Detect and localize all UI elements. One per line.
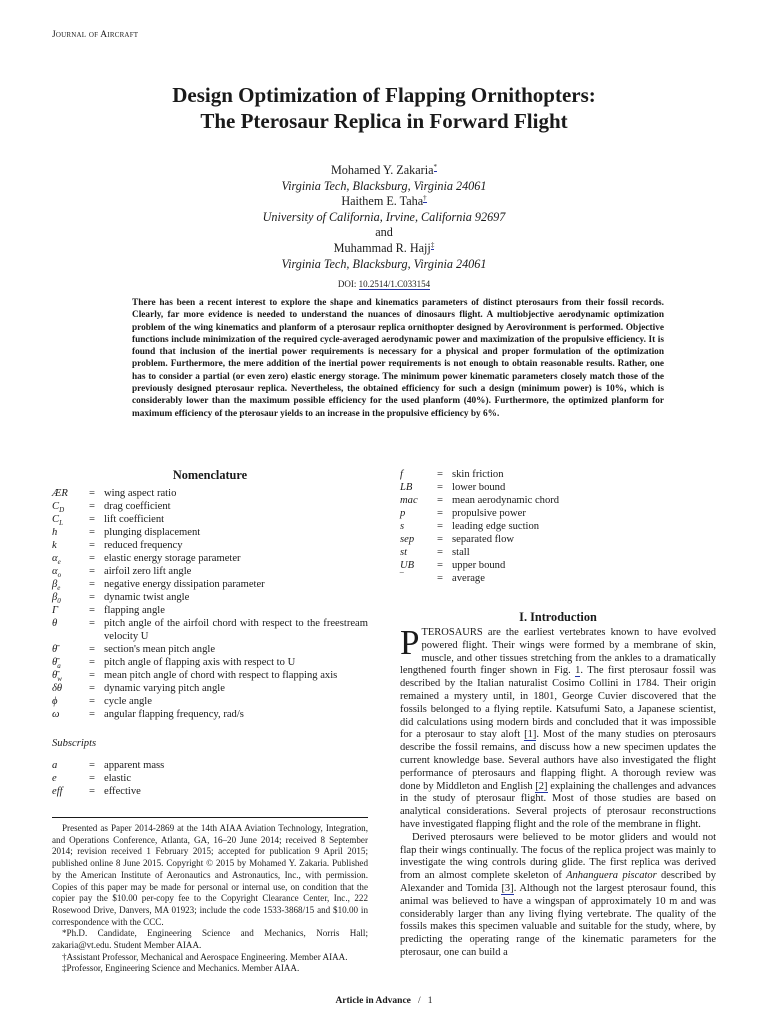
doi-line bbox=[0, 279, 768, 289]
nomenclature-description: drag coefficient bbox=[104, 501, 171, 512]
equals-sign: = bbox=[89, 527, 95, 538]
doi-link[interactable]: 10.2514/1.C033154 bbox=[358, 279, 431, 289]
author-1 bbox=[0, 163, 768, 179]
nomenclature-description: upper bound bbox=[452, 560, 506, 571]
nomenclature-row bbox=[52, 604, 368, 617]
equals-sign: = bbox=[89, 605, 95, 616]
equals-sign: = bbox=[89, 644, 95, 655]
equals-sign: = bbox=[437, 521, 443, 532]
nomenclature-symbol: $\beta_e$ bbox=[52, 579, 61, 593]
citation-link[interactable]: [3] bbox=[501, 882, 514, 894]
nomenclature-description: reduced frequency bbox=[104, 540, 183, 551]
equals-sign: = bbox=[89, 514, 95, 525]
nomenclature-symbol: Γ bbox=[52, 605, 59, 616]
nomenclature-description: wing aspect ratio bbox=[104, 488, 177, 499]
title-line-2: The Pterosaur Replica in Forward Flight bbox=[200, 109, 568, 133]
equals-sign: = bbox=[89, 488, 95, 499]
nomenclature-row bbox=[52, 772, 368, 785]
equals-sign: = bbox=[89, 696, 95, 707]
equals-sign: = bbox=[437, 469, 443, 480]
nomenclature-row bbox=[400, 533, 716, 546]
citation-link[interactable]: [1] bbox=[524, 729, 537, 741]
nomenclature-description: stall bbox=[452, 547, 470, 558]
nomenclature-row bbox=[400, 507, 716, 520]
nomenclature-row bbox=[52, 565, 368, 578]
equals-sign: = bbox=[437, 508, 443, 519]
nomenclature-symbol: h bbox=[52, 527, 58, 538]
nomenclature-description: elastic energy storage parameter bbox=[104, 553, 241, 564]
nomenclature-symbol: UB bbox=[400, 560, 415, 571]
affiliation-2: University of California, Irvine, California 92697 bbox=[262, 209, 506, 224]
nomenclature-row bbox=[400, 546, 716, 559]
nomenclature-row bbox=[400, 572, 716, 585]
equals-sign: = bbox=[89, 760, 95, 771]
page-number: 1 bbox=[427, 996, 433, 1006]
nomenclature-symbol: $\thetā_w$ bbox=[52, 670, 62, 684]
nomenclature-description: skin friction bbox=[452, 469, 504, 480]
equals-sign: = bbox=[437, 495, 443, 506]
nomenclature-symbol: $\alpha_e$ bbox=[52, 553, 61, 567]
nomenclature-row bbox=[52, 656, 368, 669]
nomenclature-row bbox=[400, 468, 716, 481]
nomenclature-row bbox=[52, 552, 368, 565]
intro-paragraph-2: Derived pterosaurs were believed to be motor gliders and would not flap their wings continually. The focus of the replica project was mainly to investigate the wing controls during glide. The first replica was derived from an almost complete skeleton of Anhanguera piscator described by Alexander and Tomida [3]. Although not the largest pterosaur found, this animal was believed to have a wingspan of approximately 10 m and was considerably larger than any living flying vertebrate. The quality of the fossils makes this specimen valuable and suitable for the study, where, by predicting the operating range of the kinematic parameters for the pterosaur, one can build a bbox=[400, 831, 717, 958]
affiliation-1: Virginia Tech, Blacksburg, Virginia 24061 bbox=[281, 178, 487, 193]
intro-paragraph-1: PTEROSAURS are the earliest vertebrates known to have evolved powered flight. Their wings were formed by a membrane of skin, muscle, and other tissues stretching from the ankles to a dramatically lengthened fourth finger shown in Fig. 1. The first pterosaur fossil was described by the Italian naturalist Cosimo Collini in 1784. Their origin remained a mystery until, in 1801, George Cuvier discovered that the fossils belonged to a flying reptile. Katsufumi Sato, a Japanese scientist, did calculations using modern birds and concluded that it was impossible for a pterosaur to stay aloft [1]. Most of the many studies on pterosaurs describe the fossil remains, and discuss how a new specimen updates the current knowledge base. Several authors have also investigated the flight performance of pterosaurs and flapping flight. A thorough review was done by Middleton and English [2] explaining the challenges and advances in the study of pterosaur flight. Most of those studies are based on analytical considerations. Several projects of pterosaur reconstructions have investigated flapping flight and the role of the membrane in flight. bbox=[400, 623, 717, 830]
nomenclature-symbol: sep bbox=[400, 534, 415, 545]
equals-sign: = bbox=[89, 592, 95, 603]
nomenclature-heading: Nomenclature bbox=[172, 468, 248, 482]
author-name: Haithem E. Taha bbox=[341, 194, 424, 209]
author-3 bbox=[0, 241, 768, 257]
nomenclature-symbol: ÆR bbox=[52, 488, 68, 499]
nomenclature-row bbox=[52, 617, 368, 643]
equals-sign: = bbox=[437, 547, 443, 558]
author-block bbox=[0, 163, 768, 272]
nomenclature-row bbox=[52, 526, 368, 539]
equals-sign: = bbox=[437, 482, 443, 493]
footnote-author-2: †Assistant Professor, Mechanical and Aerospace Engineering. Member AIAA. bbox=[62, 951, 348, 962]
nomenclature-row bbox=[52, 643, 368, 656]
author-2 bbox=[0, 194, 768, 210]
footer-label: Article in Advance bbox=[335, 996, 411, 1006]
nomenclature-description: propulsive power bbox=[452, 508, 526, 519]
author-footnote-link[interactable]: * bbox=[433, 162, 438, 171]
nomenclature-symbol: a bbox=[52, 760, 58, 771]
nomenclature-symbol: δθ bbox=[52, 683, 63, 694]
equals-sign: = bbox=[437, 560, 443, 571]
page-footer bbox=[0, 996, 768, 1006]
nomenclature-symbol: e bbox=[52, 773, 57, 784]
nomenclature-description: section's mean pitch angle bbox=[104, 644, 216, 655]
nomenclature-description: cycle angle bbox=[104, 696, 152, 707]
nomenclature-symbol: θ̄ bbox=[52, 644, 58, 655]
nomenclature-description: airfoil zero lift angle bbox=[104, 566, 192, 577]
affiliation-3: Virginia Tech, Blacksburg, Virginia 24061 bbox=[281, 256, 487, 271]
nomenclature-description: leading edge suction bbox=[452, 521, 540, 532]
nomenclature-description: dynamic varying pitch angle bbox=[104, 683, 225, 694]
nomenclature-row bbox=[52, 591, 368, 604]
equals-sign: = bbox=[89, 773, 95, 784]
nomenclature-row bbox=[52, 785, 368, 798]
nomenclature-description: negative energy dissipation parameter bbox=[104, 579, 265, 590]
author-footnote-link[interactable]: † bbox=[423, 194, 427, 203]
nomenclature-description: average bbox=[452, 573, 485, 584]
equals-sign: = bbox=[89, 683, 95, 694]
footer-separator: / bbox=[418, 996, 421, 1006]
nomenclature-description: elastic bbox=[104, 773, 132, 784]
equals-sign: = bbox=[89, 540, 95, 551]
nomenclature-description: separated flow bbox=[452, 534, 515, 545]
nomenclature-description: angular flapping frequency, rad/s bbox=[104, 709, 244, 720]
nomenclature-symbol: θ bbox=[52, 618, 58, 629]
nomenclature-row bbox=[52, 708, 368, 721]
section-heading-introduction: I. Introduction bbox=[519, 610, 597, 624]
equals-sign: = bbox=[89, 553, 95, 564]
nomenclature-row bbox=[400, 481, 716, 494]
subscripts-heading: Subscripts bbox=[52, 738, 97, 749]
nomenclature-symbol: s bbox=[400, 521, 405, 532]
nomenclature-row bbox=[52, 487, 368, 500]
nomenclature-row bbox=[52, 513, 368, 526]
equals-sign: = bbox=[89, 579, 95, 590]
equals-sign: = bbox=[89, 566, 95, 577]
nomenclature-description: pitch angle of flapping axis with respect to U bbox=[104, 657, 296, 668]
footnote-author-1: *Ph.D. Candidate, Engineering Science and Mechanics, Norris Hall; zakaria@vt.edu. Student Member AIAA. bbox=[52, 928, 368, 951]
nomenclature-row bbox=[400, 520, 716, 533]
nomenclature-row bbox=[52, 669, 368, 682]
nomenclature-symbol: ϕ bbox=[52, 696, 58, 707]
nomenclature-symbol: ω bbox=[52, 709, 60, 720]
nomenclature-symbol: f bbox=[400, 469, 403, 480]
nomenclature-description: dynamic twist angle bbox=[104, 592, 190, 603]
nomenclature-row bbox=[52, 682, 368, 695]
nomenclature-description: lower bound bbox=[452, 482, 506, 493]
nomenclature-row bbox=[52, 539, 368, 552]
nomenclature-description: apparent mass bbox=[104, 760, 165, 771]
doi-label: DOI: bbox=[337, 279, 357, 289]
citation-link[interactable]: [2] bbox=[535, 780, 548, 792]
nomenclature-symbol: $C_L$ bbox=[52, 514, 63, 528]
nomenclature-row bbox=[52, 578, 368, 591]
nomenclature-list bbox=[52, 487, 368, 721]
and-connector: and bbox=[375, 225, 393, 240]
footnote-author-3: ‡Professor, Engineering Science and Mechanics. Member AIAA. bbox=[62, 963, 300, 974]
equals-sign: = bbox=[437, 573, 443, 584]
equals-sign: = bbox=[89, 657, 95, 668]
footnote-publication: Presented as Paper 2014-2869 at the 14th AIAA Aviation Technology, Integration, and Operations Conference, Atlanta, GA, 16–20 June 2014; received 8 September 2014; revision received 1 February 2015; accepted for publication 9 April 2015; published online 8 June 2015. Copyright © 2015 by Mohamed Y. Zakaria. Published by the American Institute of Aeronautics and Astronautics, Inc., with permission. Copies of this paper may be made for personal or internal use, on condition that the copier pay the $10.00 per-copy fee to the Copyright Clearance Center, Inc., 222 Rosewood Drive, Danvers, MA 01923; include the code 1533-3868/15 and $10.00 in correspondence with the CCC. bbox=[52, 823, 368, 927]
nomenclature-symbol: $C_D$ bbox=[52, 501, 65, 515]
nomenclature-symbol: $\beta_0$ bbox=[52, 592, 61, 606]
abstract: There has been a recent interest to explore the shape and kinematics parameters of distinct pterosaurs from their fossil records. Clearly, far more evidence is needed to understand the nuances of dinosaurs flight. A multiobjective aerodynamic optimization problem of the wing kinematics and planform of a pterosaur replica ornithopter designed by Aerovironment is performed. Objective functions include minimization of the required cycle-averaged aerodynamic power and maximization of the propulsive efficiency. It is found that inclusion of the inertial power requirements is necessary for a physical and proper formulation of the optimization problem. Furthermore, the mere addition of the inertial power requirements is not enough to obtain reasonable results. Rather, one has to consider a partial (or even zero) elastic energy storage. The minimum power kinematic parameters closely match those of the previously designed pterosaur replica. Nevertheless, the obtained efficiency for such a design (minimum power) is 10%, which is considerably lower than the maximum possible efficiency for the used planform (40%). Furthermore, the optimized planform for maximum efficiency of the pterosaur yields to an increase in the propulsive efficiency by 6%. bbox=[132, 298, 664, 419]
nomenclature-symbol: p bbox=[400, 508, 406, 519]
nomenclature-symbol: ‾ bbox=[400, 573, 404, 584]
author-footnote-link[interactable]: ‡ bbox=[430, 240, 435, 249]
equals-sign: = bbox=[89, 501, 95, 512]
author-name: Mohamed Y. Zakaria bbox=[330, 163, 434, 177]
footnotes bbox=[52, 817, 368, 975]
journal-name: Journal of Aircraft bbox=[52, 30, 139, 40]
drop-cap: P bbox=[400, 623, 420, 662]
nomenclature-symbol: mac bbox=[400, 495, 418, 506]
nomenclature-description: flapping angle bbox=[104, 605, 165, 616]
nomenclature-symbol: k bbox=[52, 540, 57, 551]
equals-sign: = bbox=[437, 534, 443, 545]
subscripts-list-right bbox=[400, 468, 716, 585]
nomenclature-description: lift coefficient bbox=[104, 514, 165, 525]
nomenclature-row bbox=[52, 759, 368, 772]
equals-sign: = bbox=[89, 618, 95, 629]
equals-sign: = bbox=[89, 786, 95, 797]
figure-reference-link[interactable]: 1 bbox=[575, 665, 581, 677]
nomenclature-row bbox=[400, 494, 716, 507]
title-line-1: Design Optimization of Flapping Ornithopters: bbox=[172, 83, 596, 107]
author-name: Muhammad R. Hajj bbox=[333, 240, 431, 255]
nomenclature-description: effective bbox=[104, 786, 141, 797]
nomenclature-symbol: LB bbox=[400, 482, 413, 493]
nomenclature-description: mean aerodynamic chord bbox=[452, 495, 560, 506]
nomenclature-symbol: $\alpha_o$ bbox=[52, 566, 62, 580]
nomenclature-description: mean pitch angle of chord with respect to flapping axis bbox=[104, 670, 338, 681]
nomenclature-row bbox=[52, 500, 368, 513]
equals-sign: = bbox=[89, 670, 95, 681]
nomenclature-symbol: $\thetā_a$ bbox=[52, 657, 61, 671]
nomenclature-row bbox=[400, 559, 716, 572]
subscripts-list-left bbox=[52, 759, 368, 798]
nomenclature-row bbox=[52, 695, 368, 708]
paper-title bbox=[0, 82, 768, 134]
introduction-body bbox=[400, 623, 717, 960]
nomenclature-description: plunging displacement bbox=[104, 527, 201, 538]
equals-sign: = bbox=[89, 709, 95, 720]
nomenclature-description: pitch angle of the airfoil chord with respect to the freestream velocity U bbox=[104, 618, 368, 642]
nomenclature-symbol: eff bbox=[52, 786, 63, 797]
nomenclature-symbol: st bbox=[400, 547, 408, 558]
